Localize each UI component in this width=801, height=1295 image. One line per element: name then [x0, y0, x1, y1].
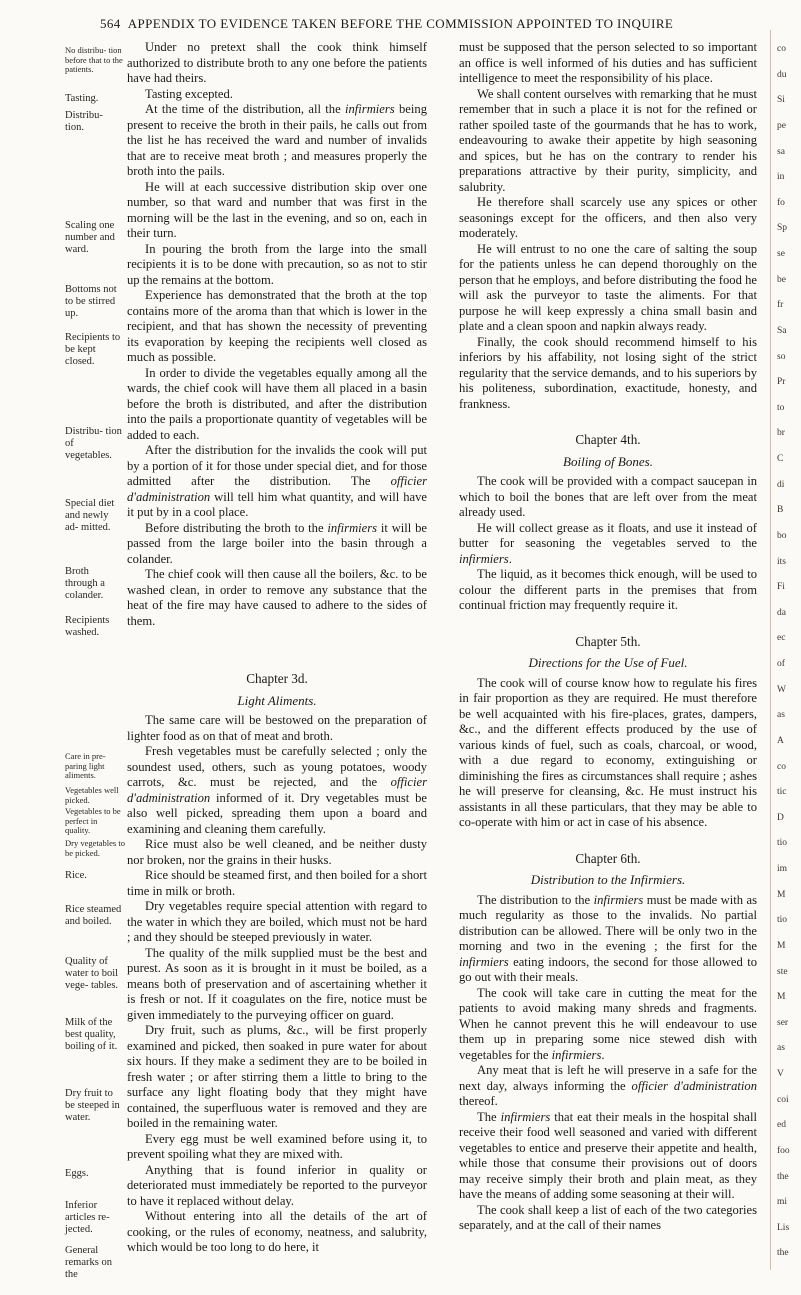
edge-fragment: Pr	[777, 377, 786, 387]
edge-fragment: M	[777, 941, 786, 951]
margin-note: Milk of the best quality, boiling of it.	[65, 1017, 118, 1052]
edge-fragment: Sa	[777, 326, 787, 336]
paragraph: He will collect grease as it floats, and use it instead of butter for seasoning the vegetables served to the infirmiers.	[459, 520, 757, 566]
edge-fragment: V	[777, 1069, 784, 1079]
paragraph: Rice must also be well cleaned, and be neither dusty nor broken, nor the grains in their husks.	[127, 837, 427, 867]
margin-note: Scaling one number and ward.	[65, 220, 115, 255]
edge-fragment: tic	[777, 787, 787, 797]
edge-fragment: be	[777, 275, 786, 285]
edge-fragment: co	[777, 762, 786, 772]
page-number: 564	[100, 16, 121, 31]
paragraph: The chief cook will then cause all the boilers, &c. to be washed clean, in order to remove any substance that the heat of the fire may have caused to adhere to the sides of them.	[127, 567, 427, 628]
edge-fragment: M	[777, 992, 786, 1002]
margin-note: Rice.	[65, 870, 87, 881]
paragraph: At the time of the distribution, all the infirmiers being present to receive the broth in their pails, he calls out from the list he has received the ward and number of invalids that are to receive meat broth ; and measures properly the broth into the pails.	[127, 102, 427, 178]
edge-fragment: C	[777, 454, 784, 464]
paragraph: After the distribution for the invalids the cook will put by a portion of it for those under special diet, and for those admitted after the distribution. The officier d'administration will tell him what quantity, and will have it put by in a cool place.	[127, 443, 427, 519]
paragraph: Without entering into all the details of the art of cooking, or the rules of economy, neatness, and salubrity, which would be too long to do here, it	[127, 1209, 427, 1254]
edge-fragment: ec	[777, 633, 786, 643]
paragraph: The cook shall keep a list of each of the two categories separately, and at the call of their names	[459, 1202, 757, 1232]
edge-fragment: B	[777, 505, 784, 515]
edge-fragment: the	[777, 1172, 789, 1182]
paragraph: Every egg must be well examined before using it, to prevent spoiling what they are mixed with.	[127, 1131, 427, 1161]
edge-fragment: of	[777, 659, 785, 669]
edge-fragment: tio	[777, 915, 788, 925]
edge-fragment: fo	[777, 198, 785, 208]
edge-fragment: A	[777, 736, 784, 746]
edge-fragment: foo	[777, 1146, 790, 1156]
paragraph: Dry fruit, such as plums, &c., will be first properly examined and picked, then soaked in pure water for about six hours. If they make a sediment they are to be boiled in fresh water ; or after stirring them a little to bring to the surface any light floating body that they might have contained, the superfluous water is removed and they are boiled in the remaining water.	[127, 1023, 427, 1130]
edge-fragment: in	[777, 172, 785, 182]
paragraph: Experience has demonstrated that the broth at the top contains more of the aroma than that which is lower in the recipient, and that has shown the necessity of preventing its evaporation by keeping the recipients well closed as much as possible.	[127, 288, 427, 364]
margin-note: Recipients to be kept closed.	[65, 332, 121, 367]
chapter-subtitle: Directions for the Use of Fuel.	[528, 655, 688, 670]
margin-note: General remarks on the	[65, 1245, 112, 1280]
paragraph: The distribution to the infirmiers must be made with as much regularity as those to the invalids. No partial distribution can be allowed. There will be only two in the morning and two in the evening ; the first for the infirmiers eating indoors, the second for those allowed to go out with their meals.	[459, 892, 757, 984]
edge-fragment: bo	[777, 531, 787, 541]
paragraph: Tasting excepted.	[145, 86, 233, 101]
chapter-title: Chapter 4th.	[575, 432, 641, 447]
right-column	[459, 40, 757, 1234]
margin-note: Recipients washed.	[65, 615, 110, 638]
paragraph: The cook will take care in cutting the meat for the patients to avoid making many shreds and fragments. When he cannot prevent this he will endeavour to use them up in preparing some nice stewed dish with vegetables for the infirmiers.	[459, 985, 757, 1062]
margin-note: Dry fruit to be steeped in water.	[65, 1088, 120, 1123]
paragraph: must be supposed that the person selected to so important an office is well informed of his duties and has sufficient intelligence to meet the responsibility of his place.	[459, 40, 757, 85]
edge-fragment: as	[777, 710, 785, 720]
margin-note: Vegetables well picked.	[65, 785, 119, 805]
paragraph: The liquid, as it becomes thick enough, will be used to colour the different parts in the premises that from continual friction may frequently require it.	[459, 567, 757, 612]
paragraph: We shall content ourselves with remarking that he must remember that in such a place it is not for the refined or rather spoiled taste of the gourmands that he has to work, endeavouring to awake their appetite by high seasoning and spices, but he has on the contrary to render his preparations attractive by their purity, simplicity, and salubrity.	[459, 86, 757, 194]
edge-fragment: di	[777, 480, 785, 490]
chapter-subtitle: Distribution to the Infirmiers.	[530, 872, 686, 887]
edge-fragment: M	[777, 890, 786, 900]
margin-note: Broth through a colander.	[65, 566, 105, 601]
edge-fragment: ser	[777, 1018, 789, 1028]
edge-fragment: coi	[777, 1095, 789, 1105]
cropped-margin-fragments	[775, 44, 801, 1274]
edge-fragment: tio	[777, 838, 788, 848]
margin-note: Eggs.	[65, 1168, 89, 1179]
paragraph: The same care will be bestowed on the preparation of lighter food as on that of meat and broth.	[127, 713, 427, 743]
paragraph: He will entrust to no one the care of salting the soup for the patients unless he can depend thoroughly on the person that he employs, and before distributing the food he will ask the purveyor to taste the aliments. For that purpose he will keep expressly a china small basin and plate and a clean spoon and napkin always ready.	[459, 241, 757, 333]
edge-fragment: se	[777, 249, 785, 259]
chapter-title: Chapter 6th.	[575, 850, 641, 866]
edge-fragment: Lis	[777, 1223, 790, 1233]
paragraph: Anything that is found inferior in quality or deteriorated must immediately be reported to the purveyor to have it replaced without delay.	[127, 1162, 427, 1208]
edge-fragment: du	[777, 70, 787, 80]
edge-fragment: im	[777, 864, 788, 874]
edge-fragment: co	[777, 44, 786, 54]
paragraph: He therefore shall scarcely use any spices or other seasonings except for the officers, and then also very moderately.	[459, 195, 757, 240]
paragraph: Before distributing the broth to the infirmiers it will be passed from the large boiler into the basin through a colander.	[127, 520, 427, 566]
margin-note: Inferior articles re- jected.	[65, 1200, 110, 1235]
paragraph: Dry vegetables require special attention with regard to the water in which they are boiled, which must not be hard ; and they should be steeped previously in water.	[127, 899, 427, 944]
edge-fragment: its	[777, 557, 786, 567]
running-title: APPENDIX TO EVIDENCE TAKEN BEFORE THE COMMISSION APPOINTED TO INQUIRE	[127, 16, 674, 31]
edge-fragment: ed	[777, 1120, 786, 1130]
edge-fragment: so	[777, 352, 786, 362]
edge-fragment: sa	[777, 147, 785, 157]
edge-fragment: da	[777, 608, 786, 618]
paragraph: In pouring the broth from the large into the small recipients it is to be done with precaution, so as not to stir up the remains at the bottom.	[127, 241, 427, 287]
edge-fragment: D	[777, 813, 784, 823]
edge-fragment: Fi	[777, 582, 785, 592]
chapter-subtitle: Light Aliments.	[237, 692, 317, 708]
edge-fragment: pe	[777, 121, 786, 131]
margin-note: Dry vegetables to be picked.	[65, 838, 125, 858]
paragraph: The quality of the milk supplied must be the best and purest. As soon as it is brought in it must be boiled, as a means both of preservation and of ascertaining whether it is fresh or not. If it coagulates on the fire, notice must be given immediately to the purveying officer on guard.	[127, 945, 427, 1022]
margin-note: Care in pre- paring light aliments.	[65, 751, 106, 780]
edge-fragment: to	[777, 403, 785, 413]
edge-fragment: br	[777, 428, 785, 438]
edge-fragment: Sp	[777, 223, 788, 233]
chapter-title: Chapter 5th.	[575, 633, 641, 649]
page-header	[0, 16, 801, 32]
margin-note: Rice steamed and boiled.	[65, 904, 122, 927]
edge-fragment: as	[777, 1043, 785, 1053]
page-gutter-line	[770, 30, 771, 1270]
chapter-title: Chapter 3d.	[246, 671, 308, 686]
margin-note: Distribu- tion.	[65, 110, 103, 133]
edge-fragment: Si	[777, 95, 785, 105]
margin-note: Bottoms not to be stirred up.	[65, 284, 117, 319]
edge-fragment: fr	[777, 300, 784, 310]
margin-note: Tasting.	[65, 93, 99, 104]
paragraph: Any meat that is left he will preserve in a safe for the next day, always informing the officier d'administration thereof.	[459, 1063, 757, 1108]
paragraph: The cook will be provided with a compact saucepan in which to boil the bones that are left over from the meat already used.	[459, 474, 757, 519]
margin-note: Vegetables to be perfect in quality.	[65, 806, 121, 835]
margin-note: Special diet and newly ad- mitted.	[65, 498, 115, 533]
margin-note: No distribu- tion before that to the patients.	[65, 45, 123, 74]
paragraph: Finally, the cook should recommend himself to his inferiors by his affability, not losing sight of the strict regularity that the service demands, and to his superiors by his politeness, subordination, exactitude, honesty, and frankness.	[459, 334, 757, 411]
chapter-subtitle: Boiling of Bones.	[563, 453, 653, 469]
margin-note: Quality of water to boil vege- tables.	[65, 956, 119, 991]
paragraph: The cook will of course know how to regulate his fires in fair proportion as they are required. He must therefore be well acquainted with his fire-places, grates, dampers, &c., and the different effects produced by the use of various kinds of fuel, such as coals, charcoal, or wood, with a due regard to economy, extinguishing or diminishing the fires as circumstances shall require ; ashes he will preserve for cleansing, &c. He must instruct his assistants in all these particulars, that they may be able to co-operate with him or act in case of his absence.	[459, 675, 757, 829]
paragraph: He will at each successive distribution skip over one number, so that ward and number that was first in the morning will be the last in the evening, and so on, each in their turn.	[127, 179, 427, 240]
paragraph: Fresh vegetables must be carefully selected ; only the soundest used, others, such as young potatoes, woody carrots, &c. must be rejected, and the officier d'administration informed of it. Dry vegetables must be also well picked, spreading them upon a board and examining and cleaning them carefully.	[127, 744, 427, 836]
paragraph: Under no pretext shall the cook think himself authorized to distribute broth to any one before the patients have had theirs.	[127, 40, 427, 85]
left-column	[127, 40, 427, 1256]
edge-fragment: the	[777, 1248, 789, 1258]
edge-fragment: mi	[777, 1197, 788, 1207]
edge-fragment: ste	[777, 967, 788, 977]
paragraph: In order to divide the vegetables equally among all the wards, the chief cook will have them all placed in a basin before the broth is distributed, and after the distribution into the pails a proportionate quantity of vegetables will be added to each.	[127, 365, 427, 442]
edge-fragment: W	[777, 685, 786, 695]
margin-note: Distribu- tion of vegetables.	[65, 426, 122, 461]
paragraph: Rice should be steamed first, and then boiled for a short time in milk or broth.	[127, 868, 427, 898]
paragraph: The infirmiers that eat their meals in the hospital shall receive their food well seasoned and varied with different vegetables to entice and preserve their appetite and health, while those that consume their provisions out of doors may receive simply their broth and plain meat, as they have the means of adding some seasoning at their will.	[459, 1109, 757, 1201]
